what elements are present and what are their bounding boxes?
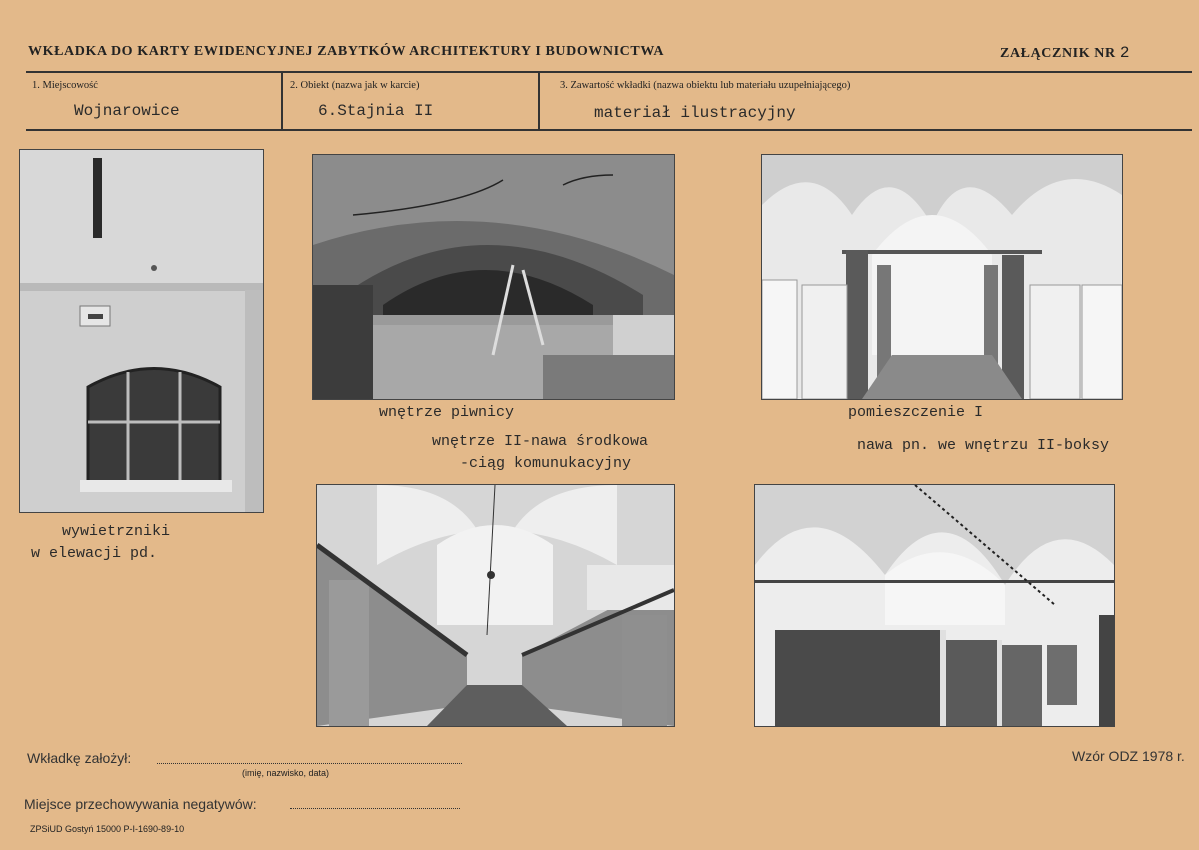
field-divider-1 (281, 73, 283, 129)
caption-central-nave-1: wnętrze II-nawa środkowa (432, 433, 649, 450)
caption-north-nave: nawa pn. we wnętrzu II-boksy (857, 437, 1110, 454)
locality-label: 1. Miejscowość (32, 80, 98, 91)
object-label: 2. Obiekt (nazwa jak w karcie) (290, 80, 420, 91)
header-rule-bottom (26, 129, 1192, 131)
photo-cellar-interior (313, 155, 674, 399)
founder-label: Wkładkę założył: (27, 750, 132, 766)
content-value: materiał ilustracyjny (594, 104, 796, 122)
caption-cellar-interior: wnętrze piwnicy (379, 404, 515, 421)
printer-note: ZPSiUD Gostyń 15000 P-I-1690-89-10 (30, 824, 185, 834)
negatives-field-line (290, 808, 460, 809)
photo-central-nave (317, 485, 674, 726)
attachment-number: 2 (1119, 44, 1131, 62)
field-divider-2 (538, 73, 540, 129)
caption-facade-vents-1: wywietrzniki (62, 523, 171, 540)
photo-facade-vents (20, 150, 263, 512)
negatives-label: Miejsce przechowywania negatywów: (24, 796, 257, 812)
caption-central-nave-2: -ciąg komunukacyjny (460, 455, 632, 472)
form-title: WKŁADKA DO KARTY EWIDENCYJNEJ ZABYTKÓW ARCHITEKTURY I BUDOWNICTWA (28, 44, 665, 59)
object-value: 6.Stajnia II (318, 102, 434, 120)
photo-north-nave-boxes (755, 485, 1114, 726)
attachment-label-text: ZAŁĄCZNIK NR (1000, 46, 1116, 61)
template-note: Wzór ODZ 1978 r. (1072, 748, 1185, 764)
photo-room-one (762, 155, 1122, 399)
content-label: 3. Zawartość wkładki (nazwa obiektu lub materiału uzupełniającego) (560, 80, 851, 91)
caption-facade-vents-2: w elewacji pd. (31, 545, 158, 562)
locality-value: Wojnarowice (74, 102, 180, 120)
header-rule-top (26, 71, 1192, 73)
founder-field-line (157, 763, 462, 764)
attachment-label (1000, 44, 1130, 62)
founder-hint: (imię, nazwisko, data) (242, 768, 330, 778)
caption-room-one: pomieszczenie I (848, 404, 984, 421)
